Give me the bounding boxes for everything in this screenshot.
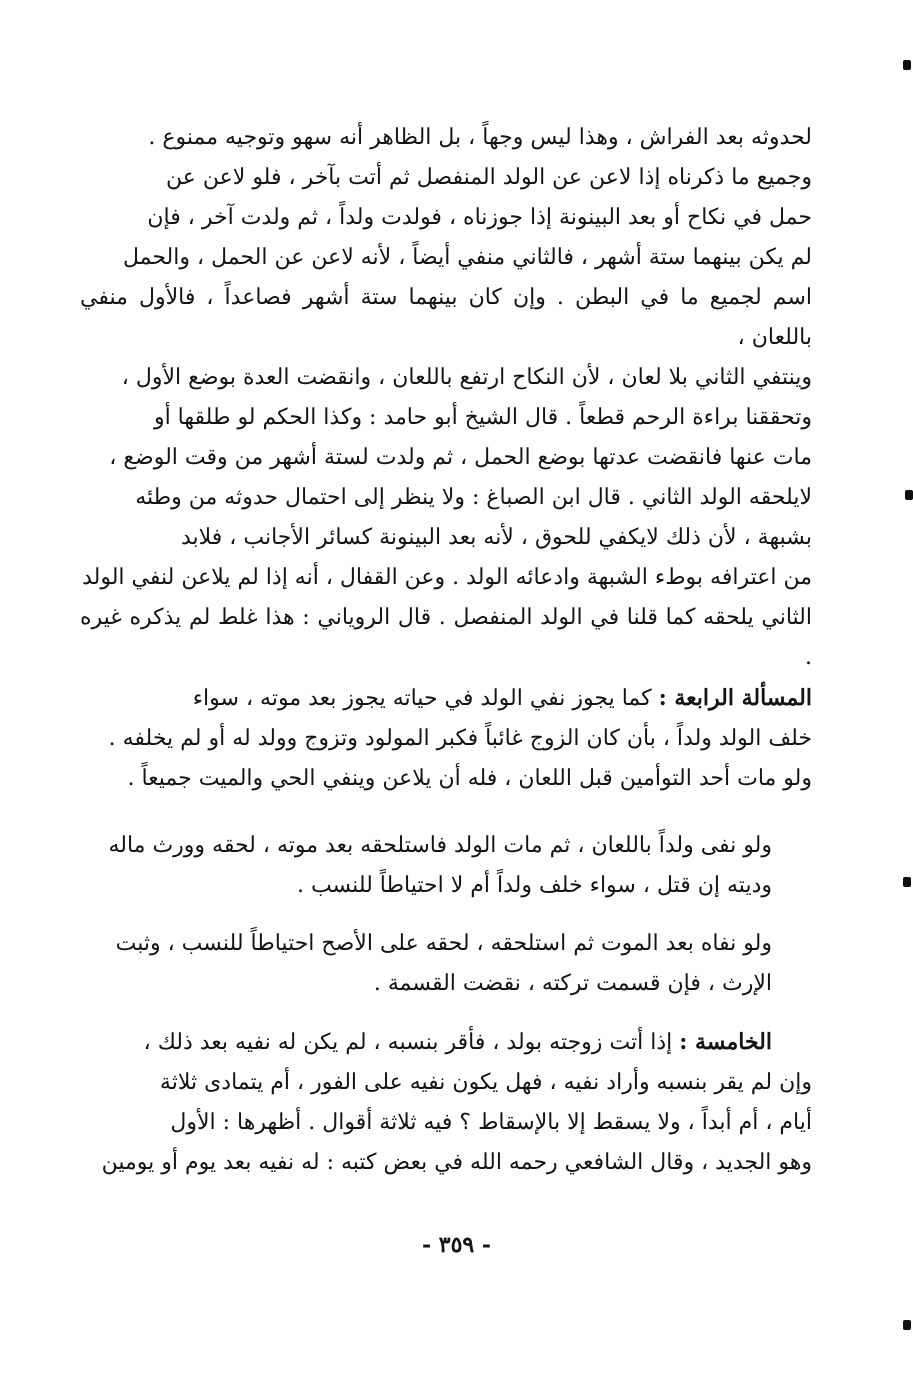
paragraph-4 — [80, 924, 812, 1004]
text-line: لم يكن بينهما ستة أشهر ، فالثاني منفي أيضاً ، لأنه لاعن عن الحمل ، والحمل — [122, 245, 812, 270]
text-line: حمل في نكاح أو بعد البينونة إذا جوزناه ، فولدت ولداً ، ثم ولدت آخر ، فإن — [147, 205, 812, 230]
scan-mark-middle — [905, 490, 913, 500]
paragraph-3 — [80, 826, 812, 906]
text-line: ولو نفاه بعد الموت ثم استلحقه ، لحقه على الأصح احتياطاً للنسب ، وثبت — [115, 931, 772, 956]
text-line: وتحققنا براءة الرحم قطعاً . قال الشيخ أبو حامد : وكذا الحكم لو طلقها أو — [153, 405, 812, 430]
text-run: كما يجوز نفي الولد في حياته يجوز بعد موته ، سواء — [192, 686, 659, 711]
scan-mark-lower — [903, 877, 911, 887]
paragraph-issue-four — [80, 678, 812, 799]
text-line: ولو نفى ولداً باللعان ، ثم مات الولد فاستلحقه بعد موته ، لحقه وورث ماله — [108, 833, 772, 858]
text-line: ولو مات أحد التوأمين قبل اللعان ، فله أن يلاعن وينفي الحي والميت جميعاً . — [127, 766, 812, 791]
text-line: وإن لم يقر بنسبه وأراد نفيه ، فهل يكون نفيه على الفور ، أم يتمادى ثلاثة — [159, 1070, 812, 1095]
paragraph-1 — [80, 118, 812, 678]
scan-mark-bottom — [903, 1320, 911, 1330]
text-line: الثاني يلحقه كما قلنا في الولد المنفصل . قال الروياني : هذا غلط لم يذكره غيره . — [80, 605, 812, 670]
page-number: - ٣٥٩ - — [421, 1232, 492, 1258]
text-line: خلف الولد ولداً ، بأن كان الزوج غائباً فكبر المولود وتزوج وولد له أو لم يخلفه . — [108, 726, 812, 751]
paragraph-issue-five — [80, 1022, 812, 1183]
section-heading: المسألة الرابعة : — [658, 685, 812, 711]
text-line — [80, 678, 812, 719]
section-heading: الخامسة : — [679, 1029, 772, 1055]
text-line: الإرث ، فإن قسمت تركته ، نقضت القسمة . — [373, 971, 772, 996]
text-line: بشبهة ، لأن ذلك لايكفي للحوق ، لأنه بعد البينونة كسائر الأجانب ، فلابد — [180, 525, 812, 550]
text-line: وديته إن قتل ، سواء خلف ولداً أم لا احتياطاً للنسب . — [296, 873, 772, 898]
scan-mark-top — [903, 60, 911, 70]
text-line: اسم لجميع ما في البطن . وإن كان بينهما ستة أشهر فصاعداً ، فالأول منفي باللعان ، — [80, 285, 812, 350]
text-line — [80, 1022, 812, 1063]
text-line: مات عنها فانقضت عدتها بوضع الحمل ، ثم ولدت لستة أشهر من وقت الوضع ، — [109, 445, 812, 470]
text-line: من اعترافه بوطء الشبهة وادعائه الولد . وعن القفال ، أنه إذا لم يلاعن لنفي الولد — [82, 565, 812, 590]
text-line: وجميع ما ذكرناه إذا لاعن عن الولد المنفصل ثم أتت بآخر ، فلو لاعن عن — [166, 165, 812, 190]
text-line: وهو الجديد ، وقال الشافعي رحمه الله في بعض كتبه : له نفيه بعد يوم أو يومين — [101, 1150, 812, 1175]
text-line: أيام ، أم أبداً ، ولا يسقط إلا بالإسقاط ؟ فيه ثلاثة أقوال . أظهرها : الأول — [170, 1110, 812, 1135]
text-line: وينتفي الثاني بلا لعان ، لأن النكاح ارتفع باللعان ، وانقضت العدة بوضع الأول ، — [121, 365, 812, 390]
text-line: لايلحقه الولد الثاني . قال ابن الصباغ : ولا ينظر إلى احتمال حدوثه من وطئه — [135, 485, 812, 510]
text-line: لحدوثه بعد الفراش ، وهذا ليس وجهاً ، بل الظاهر أنه سهو وتوجيه ممنوع . — [148, 125, 812, 150]
text-run: إذا أتت زوجته بولد ، فأقر بنسبه ، لم يكن له نفيه بعد ذلك ، — [143, 1030, 680, 1055]
